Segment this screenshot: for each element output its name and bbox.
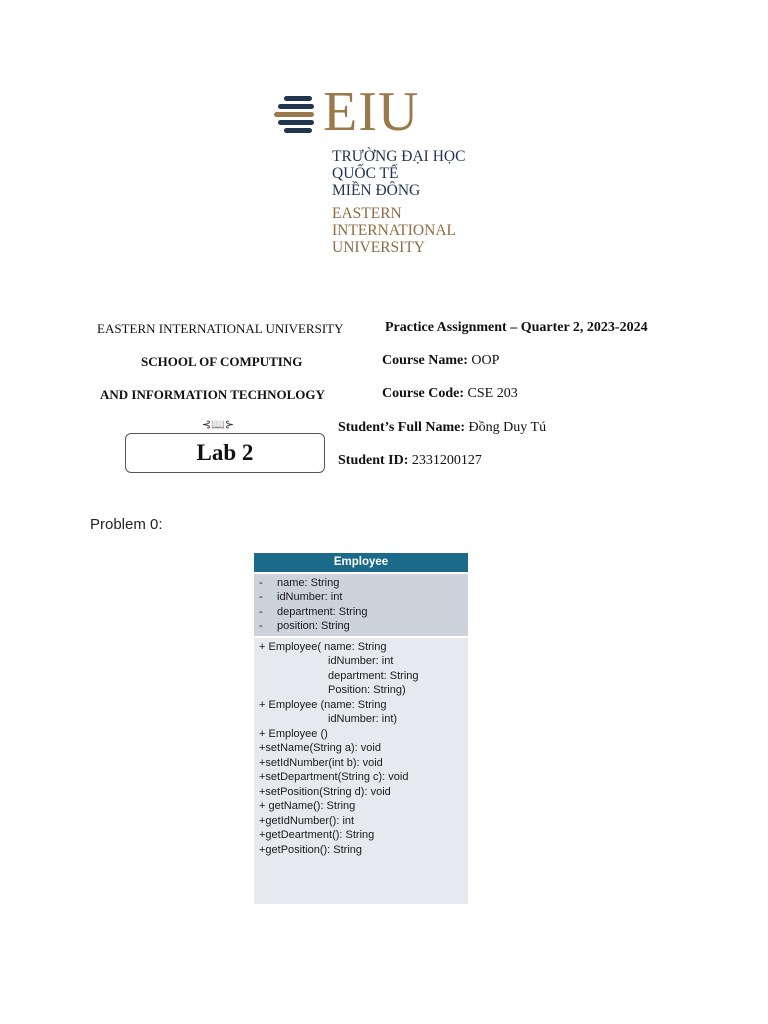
logo-vietnamese-name: TRƯỜNG ĐẠI HỌC QUỐC TẾ MIỀN ĐÔNG	[332, 148, 466, 199]
assignment-title: Practice Assignment – Quarter 2, 2023-2024	[385, 320, 648, 335]
uml-operation-param: department: String	[328, 670, 419, 682]
attribute-text: name: String	[277, 577, 340, 589]
problem-heading: Problem 0:	[90, 516, 163, 533]
visibility-marker: -	[259, 620, 263, 632]
uml-operation: +setIdNumber(int b): void	[259, 757, 383, 769]
uml-operations-section	[254, 638, 468, 904]
course-name-value: OOP	[471, 353, 500, 368]
course-code-label: Course Code:	[382, 386, 465, 401]
visibility-marker: -	[259, 577, 263, 589]
uml-attribute	[259, 576, 339, 590]
school-name-line1: SCHOOL OF COMPUTING	[141, 354, 303, 369]
student-id-value: 2331200127	[411, 453, 482, 468]
course-code-row	[382, 386, 518, 402]
school-name-line2: AND INFORMATION TECHNOLOGY	[100, 387, 325, 402]
uml-attribute	[259, 605, 368, 619]
uml-attribute	[259, 619, 350, 633]
uml-operation: +getIdNumber(): int	[259, 815, 355, 827]
logo-letters: EIU	[323, 81, 420, 143]
course-name-row	[382, 353, 499, 369]
uml-operation-param: Position: String)	[328, 684, 406, 696]
uml-operation: +getPosition(): String	[259, 844, 363, 856]
university-name: EASTERN INTERNATIONAL UNIVERSITY	[97, 321, 344, 336]
uml-attribute	[259, 590, 342, 604]
student-id-row	[338, 453, 482, 469]
uml-operation: + getName(): String	[259, 800, 356, 812]
uml-operation: + Employee ()	[259, 728, 328, 740]
visibility-marker: -	[259, 591, 263, 603]
uml-class-diagram	[254, 553, 468, 904]
attribute-text: department: String	[277, 606, 368, 618]
attribute-text: position: String	[277, 620, 350, 632]
uml-operation: +setDepartment(String c): void	[259, 771, 409, 783]
lab-title: Lab 2	[196, 440, 254, 465]
student-name-value: Đồng Duy Tú	[468, 420, 547, 435]
uml-operation: + Employee (name: String	[259, 699, 387, 711]
logo-english-name: EASTERN INTERNATIONAL UNIVERSITY	[332, 205, 456, 256]
visibility-marker: -	[259, 606, 263, 618]
uml-operation: +getDeartment(): String	[259, 829, 375, 841]
lab-title-box	[125, 433, 325, 473]
uml-class-name: Employee	[254, 553, 468, 572]
book-ornament-icon: ⊰📖⊱	[201, 418, 235, 431]
uml-operation: + Employee( name: String	[259, 641, 387, 653]
uml-operation-param: idNumber: int	[328, 655, 394, 667]
course-code-value: CSE 203	[467, 386, 518, 401]
student-name-row	[338, 420, 546, 436]
attribute-text: idNumber: int	[277, 591, 343, 603]
student-name-label: Student’s Full Name:	[338, 420, 466, 435]
uml-operation: +setName(String a): void	[259, 742, 381, 754]
uml-operation-param: idNumber: int)	[328, 713, 398, 725]
course-name-label: Course Name:	[382, 353, 468, 368]
university-logo	[270, 81, 480, 258]
student-id-label: Student ID:	[338, 453, 409, 468]
uml-operation: +setPosition(String d): void	[259, 786, 391, 798]
logo-mark-icon	[274, 94, 322, 138]
uml-attributes-section	[254, 574, 468, 636]
